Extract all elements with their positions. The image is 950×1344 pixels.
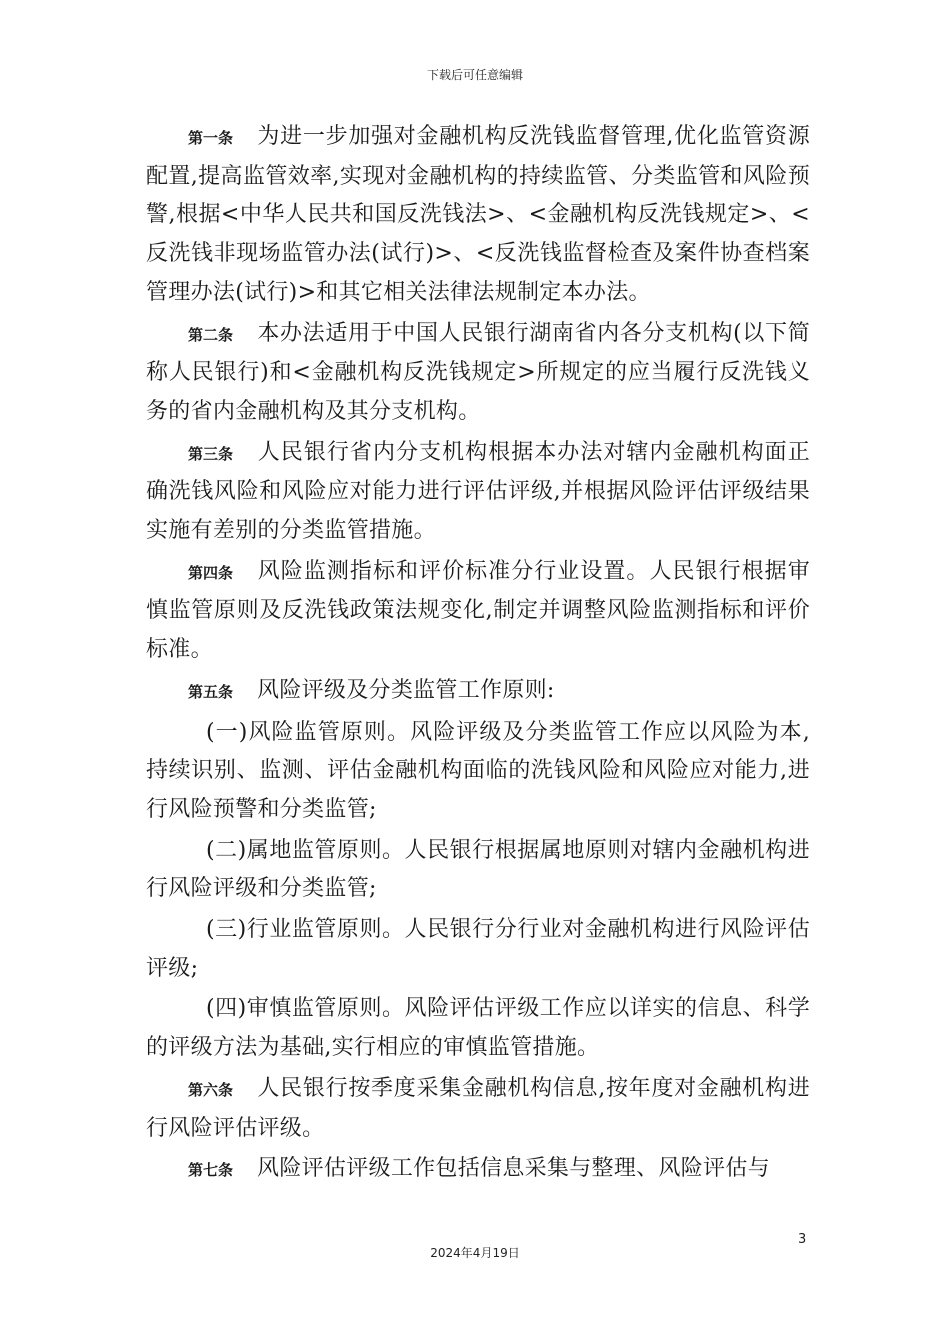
- article-text: 风险评级及分类监管工作原则:: [257, 677, 555, 703]
- article-text: 风险评估评级工作包括信息采集与整理、风险评估与: [257, 1156, 770, 1182]
- article-label: 第六条: [188, 1080, 234, 1099]
- document-body: [146, 118, 810, 1192]
- page-number: 3: [798, 1232, 807, 1247]
- page-header: 下载后可任意编辑: [426, 68, 523, 82]
- article-6: [146, 1070, 810, 1148]
- principle-2: (二)属地监管原则。人民银行根据属地原则对辖内金融机构进行风险评级和分类监管;: [146, 837, 810, 902]
- article-label: 第二条: [188, 325, 234, 344]
- article-5: [146, 672, 810, 712]
- article-1: [146, 118, 810, 313]
- article-label: 第一条: [188, 129, 234, 147]
- article-label: 第四条: [188, 563, 234, 582]
- article-7: [146, 1150, 810, 1190]
- principle-4: (四)审慎监管原则。风险评估评级工作应以详实的信息、科学的评级方法为基础,实行相应的审慎监管措施。: [146, 996, 810, 1061]
- article-text: 人民银行按季度采集金融机构信息,按年度对金融机构进行风险评估评级。: [146, 1075, 810, 1141]
- article-3: [146, 434, 810, 551]
- page-footer-date: 2024年4月19日: [430, 1246, 520, 1260]
- principle-3: (三)行业监管原则。人民银行分行业对金融机构进行风险评估评级;: [146, 917, 810, 981]
- principle-1: (一)风险监管原则。风险评级及分类监管工作应以风险为本,持续识别、监测、评估金融机构面临的洗钱风险和风险应对能力,进行风险预警和分类监管;: [146, 719, 810, 822]
- article-text: 本办法适用于中国人民银行湖南省内各分支机构(以下简称人民银行)和<金融机构反洗钱规定>所规定的应当履行反洗钱义务的省内金融机构及其分支机构。: [146, 320, 810, 424]
- article-label: 第七条: [188, 1161, 234, 1180]
- article-text: 风险监测指标和评价标准分行业设置。人民银行根据审慎监管原则及反洗钱政策法规变化,制定并调整风险监测指标和评价标准。: [146, 558, 810, 663]
- article-text: 人民银行省内分支机构根据本办法对辖内金融机构面正确洗钱风险和风险应对能力进行评估评级,并根据风险评估评级结果实施有差别的分类监管措施。: [146, 439, 810, 544]
- article-label: 第三条: [188, 444, 234, 463]
- article-label: 第五条: [188, 682, 234, 701]
- article-text: 为进一步加强对金融机构反洗钱监督管理,优化监管资源配置,提高监管效率,实现对金融机构的持续监管、分类监管和风险预警,根据<中华人民共和国反洗钱法>、<金融机构反洗钱规定>、<反洗钱非现场监管办法(试行)>、<反洗钱监督检查及案件协查档案管理办法(试行)>和其它相关法律法规制定本办法。: [146, 124, 810, 305]
- article-4: [146, 553, 810, 670]
- article-2: [146, 315, 810, 432]
